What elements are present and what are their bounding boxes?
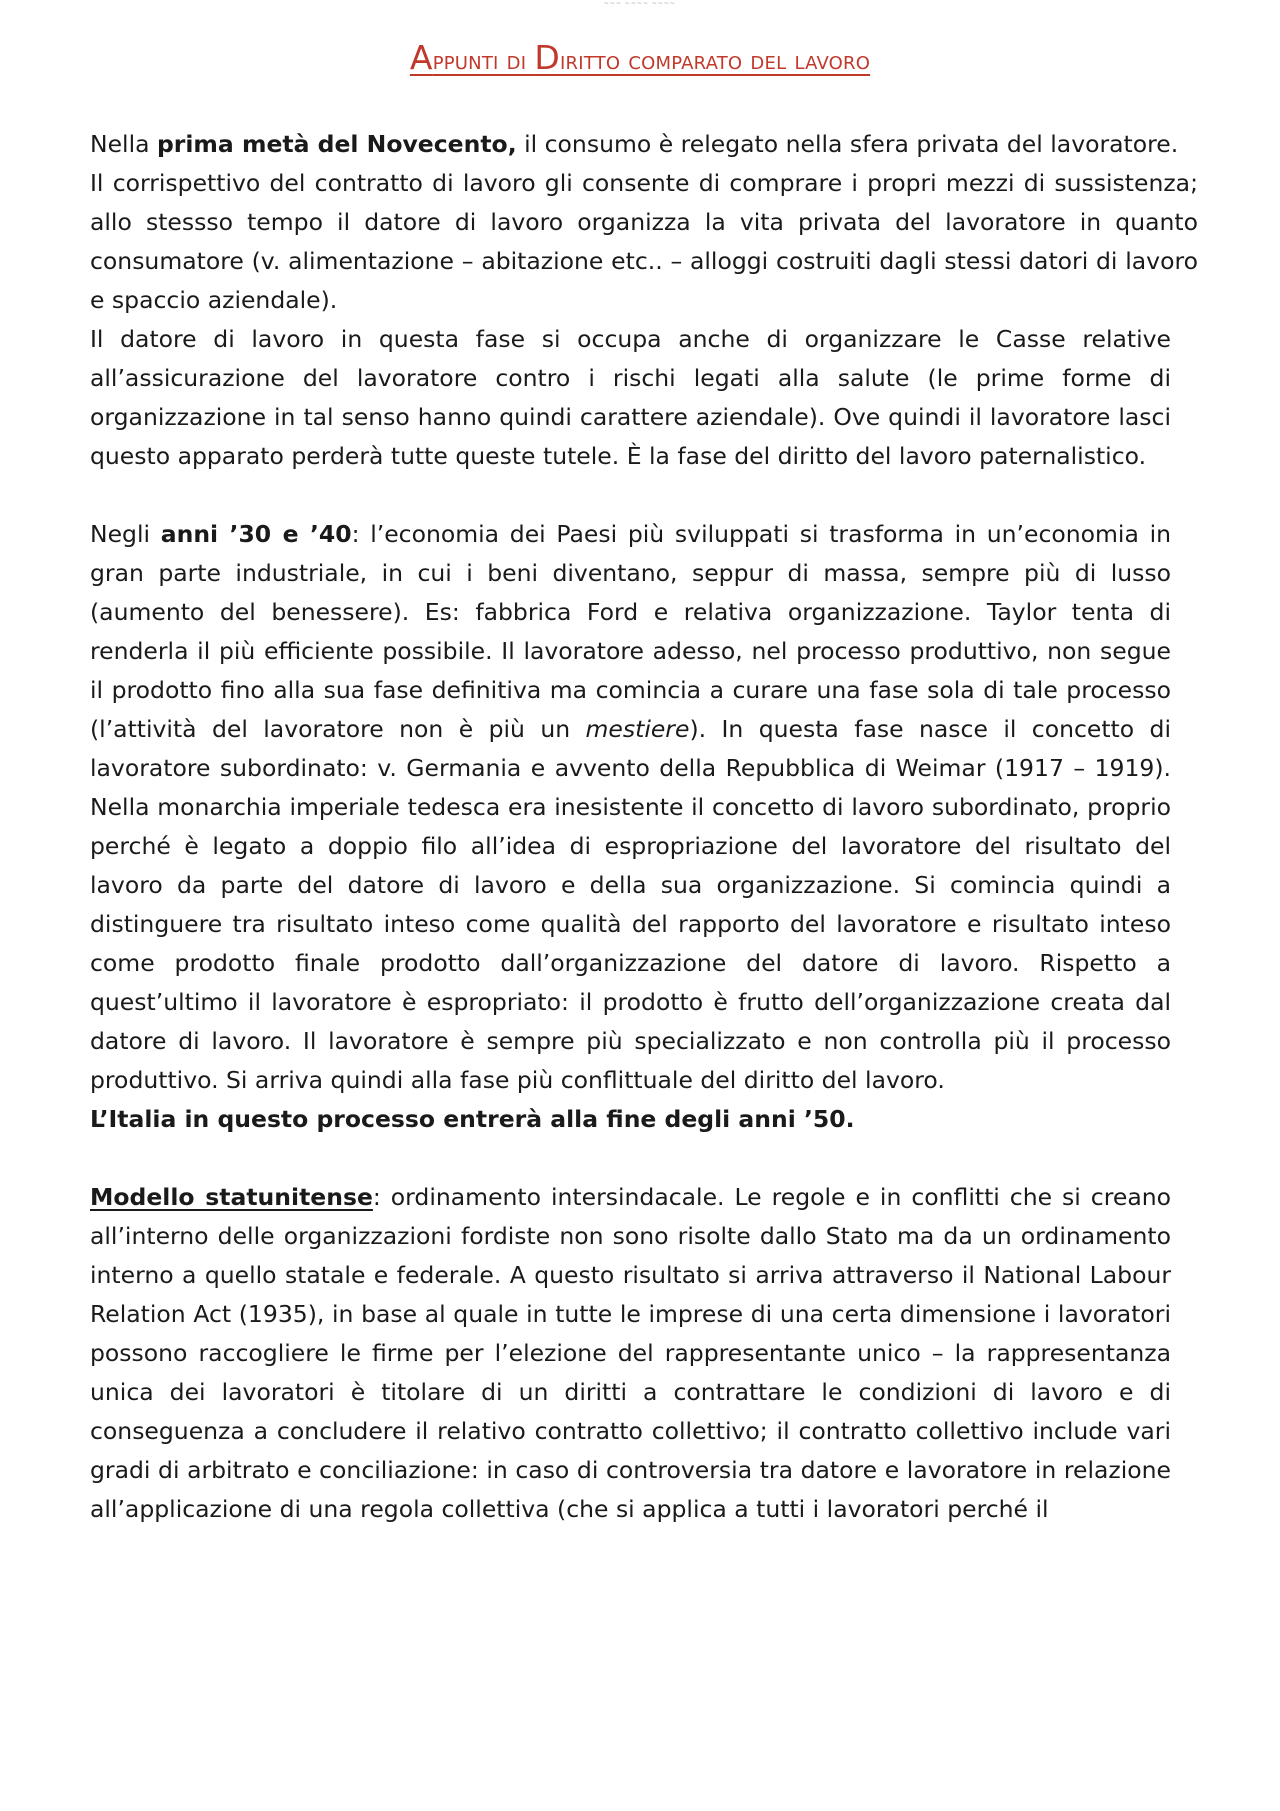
paragraph-5 bbox=[90, 1100, 1198, 1139]
paragraph-spacer bbox=[90, 476, 1198, 515]
title-initial-d: D bbox=[534, 38, 561, 77]
paragraph-1 bbox=[90, 125, 1198, 164]
title-initial-a: A bbox=[409, 38, 433, 77]
paragraph-2: Il corrispettivo del contratto di lavoro gli consente di comprare i propri mezzi di sussistenza; allo stessso tempo il datore di lavoro organizza la vita privata del lavoratore in quanto consumatore (v. alimentazione – abitazione etc.. – alloggi costruiti dagli stessi datori di lavoro e spaccio aziendale). bbox=[90, 169, 1198, 314]
p4-text-a: Negli bbox=[90, 520, 161, 548]
document-title bbox=[0, 38, 1280, 78]
page-header-mark: ~~~ ~~~~ ~~~~ bbox=[603, 0, 677, 7]
p4-text-e: ). In questa fase nasce il concetto di lavoratore subordinato: v. Germania e avvento della Repubblica di Weimar (1917 – 1919). Nella monarchia imperiale tedesca era inesistente il concetto di lavoro subordinato, proprio perché è legato a doppio filo all’idea di espropriazione del lavoratore del risultato del lavoro da parte del datore di lavoro e della sua organizzazione. Si comincia quindi a distinguere tra risultato inteso come qualità del rapporto del lavoratore e risultato inteso come prodotto finale prodotto dall’organizzazione del datore di lavoro. Rispetto a quest’ultimo il lavoratore è espropriato: il prodotto è frutto dell’organizzazione creata dal datore di lavoro. Il lavoratore è sempre più specializzato e non controlla più il processo produttivo. Si arriva quindi alla fase più conflittuale del diritto del lavoro. bbox=[90, 715, 1171, 1094]
paragraph-6 bbox=[90, 1178, 1171, 1529]
document-body bbox=[90, 125, 1198, 1529]
p4-italic-word: mestiere bbox=[585, 715, 690, 743]
p5-bold-sentence: L’Italia in questo processo entrerà alla fine degli anni ’50. bbox=[90, 1105, 855, 1133]
paragraph-3: Il datore di lavoro in questa fase si occupa anche di organizzare le Casse relative all’assicurazione del lavoratore contro i rischi legati alla salute (le prime forme di organizzazione in tal senso hanno quindi carattere aziendale). Ove quindi il lavoratore lasci questo apparato perderà tutte queste tutele. È la fase del diritto del lavoro paternalistico. bbox=[90, 325, 1171, 470]
paragraph-4 bbox=[90, 515, 1171, 1100]
p1-text-c: il consumo è relegato nella sfera privata del lavoratore. bbox=[516, 130, 1179, 158]
p6-text-b: : ordinamento intersindacale. Le regole e in conflitti che si creano all’interno delle organizzazioni fordiste non sono risolte dallo Stato ma da un ordinamento interno a quello statale e federale. A questo risultato si arriva attraverso il National Labour Relation Act (1935), in base al quale in tutte le imprese di una certa dimensione i lavoratori possono raccogliere le firme per l’elezione del rappresentante unico – la rappresentanza unica dei lavoratori è titolare di un diritti a contrattare le condizioni di lavoro e di conseguenza a concludere il relativo contratto collettivo; il contratto collettivo include vari gradi di arbitrato e conciliazione: in caso di controversia tra datore e lavoratore in relazione all’applicazione di una regola collettiva (che si applica a tutti i lavoratori perché il bbox=[90, 1183, 1171, 1523]
p4-bold-phrase: anni ’30 e ’40 bbox=[160, 520, 352, 548]
title-word-1-rest: ppunti di bbox=[432, 46, 535, 75]
p1-text-a: Nella bbox=[90, 130, 157, 158]
p4-text-c: : l’economia dei Paesi più sviluppati si trasforma in un’economia in gran parte industriale, in cui i beni diventano, seppur di massa, sempre più di lusso (aumento del benessere). Es: fabbrica Ford e relativa organizzazione. Taylor tenta di renderla il più efficiente possibile. Il lavoratore adesso, nel processo produttivo, non segue il prodotto fino alla sua fase definitiva ma comincia a curare una fase sola di tale processo (l’attività del lavoratore non è più un bbox=[90, 520, 1172, 743]
paragraph-spacer bbox=[90, 1139, 1198, 1178]
title-word-2-rest: iritto comparato del lavoro bbox=[560, 46, 871, 75]
p6-section-heading: Modello statunitense bbox=[90, 1183, 373, 1211]
p1-bold-phrase: prima metà del Novecento, bbox=[156, 130, 517, 158]
